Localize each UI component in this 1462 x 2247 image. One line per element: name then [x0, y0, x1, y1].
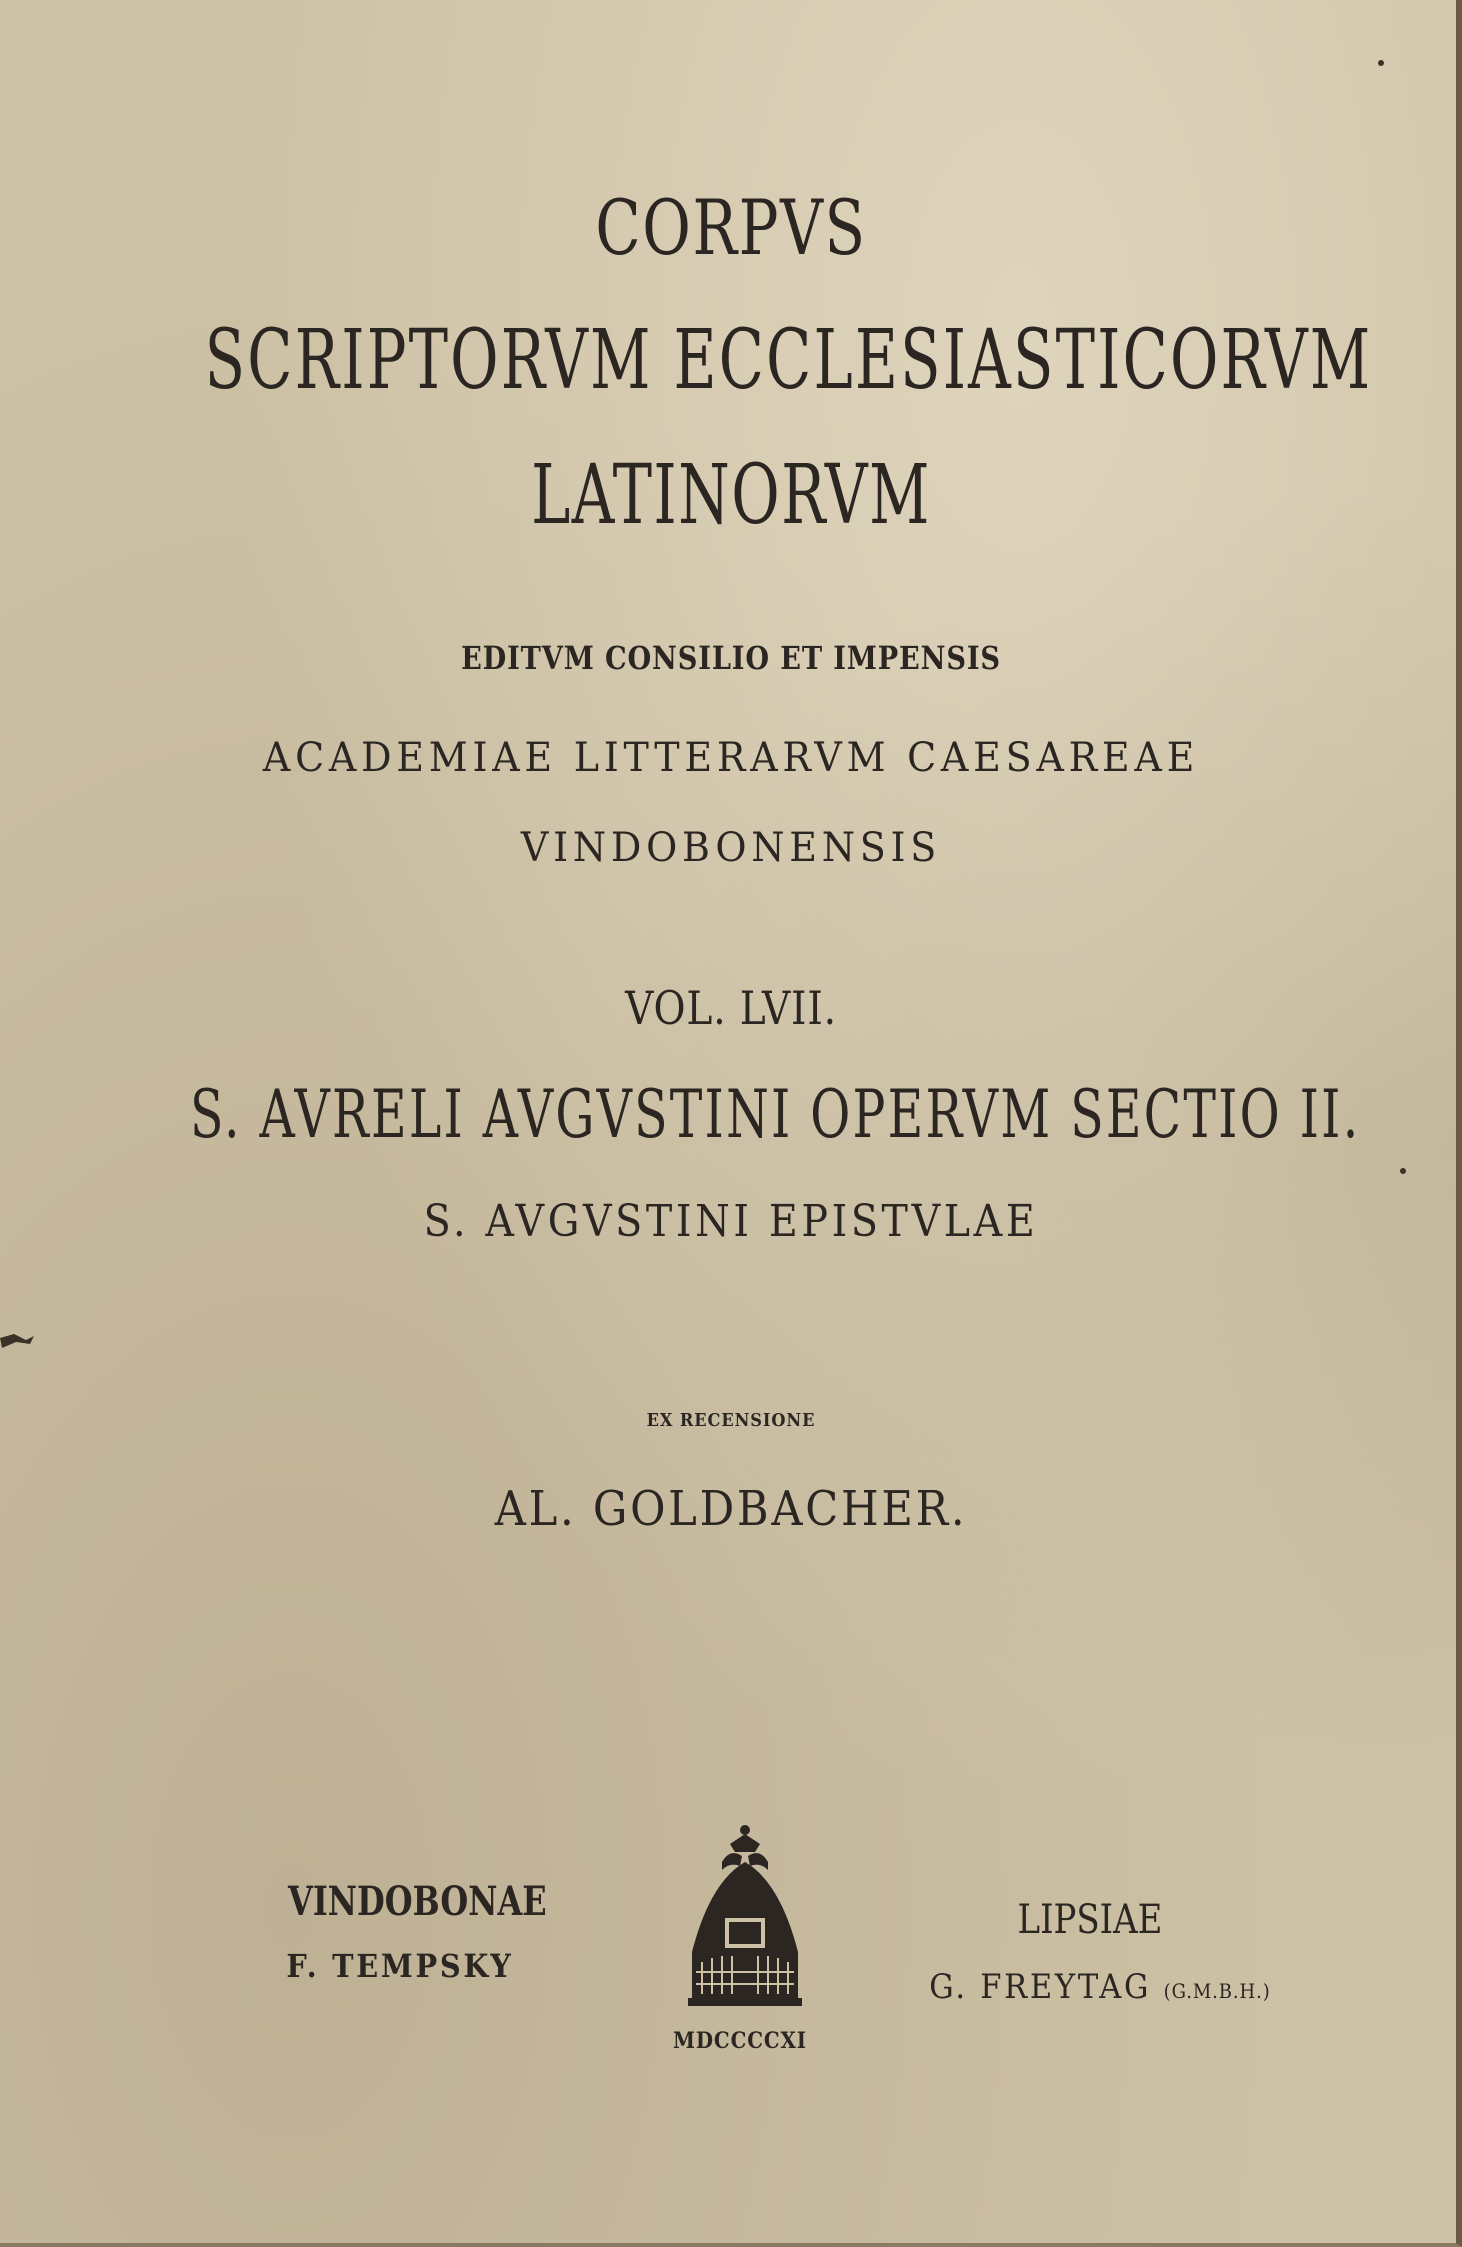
- right-imprint-city: LIPSIAE: [1017, 1897, 1163, 1943]
- work-subtitle: S. AVGVSTINI EPISTVLAE: [423, 1196, 1039, 1247]
- right-imprint-suffix: (G.M.B.H.): [1163, 1979, 1271, 2003]
- academy-line-2: VINDOBONENSIS: [520, 825, 942, 871]
- left-imprint-publisher: F. TEMPSKY: [286, 1947, 514, 1985]
- margin-mark-icon: [0, 1330, 40, 1354]
- right-imprint-publisher-line: [893, 1967, 1307, 2007]
- speck-mark-icon: [1400, 1168, 1406, 1174]
- publisher-emblem-icon: [670, 1822, 820, 2012]
- left-imprint-city: VINDOBONAE: [288, 1878, 547, 1925]
- ex-recensione-label: EX RECENSIONE: [646, 1410, 816, 1431]
- series-title-line-2: SCRIPTORVM ECCLESIASTICORVM: [204, 313, 1373, 408]
- publication-year: MDCCCCXI: [673, 2028, 807, 2054]
- academy-line-1: ACADEMIAE LITTERARVM CAESAREAE: [262, 735, 1200, 781]
- work-title: S. AVRELI AVGVSTINI OPERVM SECTIO II.: [190, 1076, 1361, 1153]
- volume-number: VOL. LVII.: [625, 981, 837, 1035]
- right-imprint-publisher: G. FREYTAG: [929, 1967, 1152, 2007]
- series-title-line-3: LATINORVM: [531, 448, 931, 543]
- speck-mark-icon: [1378, 60, 1384, 66]
- editor-name: AL. GOLDBACHER.: [494, 1481, 968, 1537]
- editum-line: EDITVM CONSILIO ET IMPENSIS: [461, 639, 1001, 677]
- series-title-line-1: CORPVS: [595, 183, 867, 272]
